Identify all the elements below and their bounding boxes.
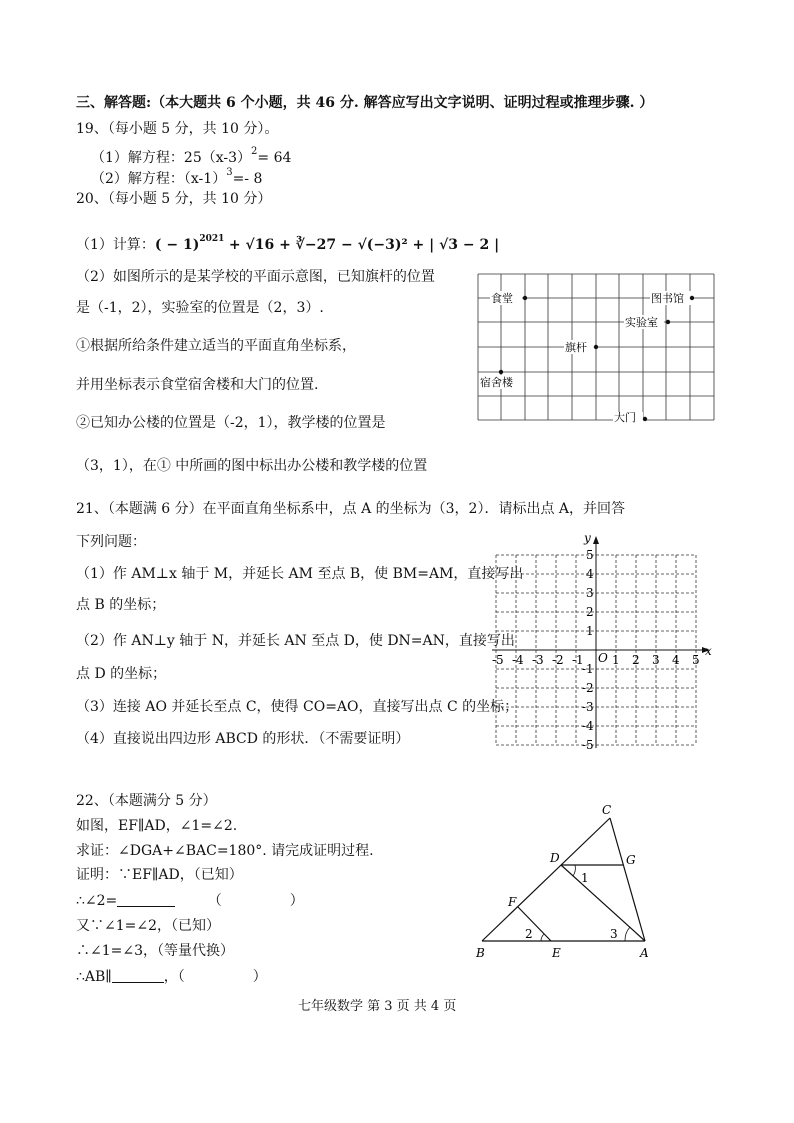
- q22-line4: [76, 892, 304, 910]
- q19-part2-suffix: =- 8: [232, 171, 263, 187]
- vertex-c: C: [602, 803, 612, 817]
- q22-line6: ∴∠1=∠3，（等量代换）: [76, 943, 235, 959]
- q22-line2: 求证：∠DGA+∠BAC=180°. 请完成证明过程.: [76, 843, 374, 859]
- q22-line3: 证明：∵EF∥AD，（已知）: [76, 867, 243, 883]
- q22-line7-c: ）: [252, 969, 267, 985]
- y-tick: 3: [586, 586, 594, 600]
- school-map-figure: [476, 272, 716, 424]
- library-label: 图书馆: [651, 292, 684, 305]
- y-tick: -4: [582, 719, 594, 733]
- vertex-e: E: [552, 946, 561, 960]
- q20-calc-exp: 2021: [199, 234, 225, 244]
- canteen-label: 食堂: [491, 292, 513, 305]
- y-tick: -2: [582, 681, 594, 695]
- origin-label: O: [598, 651, 608, 665]
- q22-line7-b: ，（: [163, 969, 185, 985]
- q20-p2-line1: （2）如图所示的是某学校的平面示意图，已知旗杆的位置: [76, 269, 435, 285]
- q20-p2-line4: 并用坐标表示食堂宿舍楼和大门的位置.: [76, 377, 319, 393]
- x-tick: -4: [512, 653, 524, 667]
- page-footer: 七年级数学 第 3 页 共 4 页: [298, 999, 457, 1014]
- q20-calc: [76, 230, 499, 254]
- x-tick: -2: [552, 653, 564, 667]
- q22-line7: [76, 968, 267, 986]
- vertex-b: B: [476, 946, 485, 960]
- canteen-point: [523, 296, 527, 300]
- q22-line4-a: ∴∠2=: [76, 893, 118, 909]
- angle-3-label: 3: [610, 927, 618, 941]
- q20-p2-line3: ①根据所给条件建立适当的平面直角坐标系，: [76, 338, 356, 354]
- y-tick: 1: [586, 624, 594, 638]
- answer-blank-1[interactable]: [117, 906, 175, 907]
- y-axis-arrow: [593, 536, 599, 544]
- q21-line2: 下列问题：: [76, 534, 146, 550]
- x-axis-label: x: [705, 644, 712, 658]
- q22-line4-c: ）: [289, 893, 304, 909]
- q22-line1: 如图，EF∥AD，∠1=∠2.: [76, 818, 238, 834]
- vertex-d: D: [550, 851, 560, 865]
- angle-labels: [525, 871, 618, 941]
- y-tick: 4: [586, 567, 594, 581]
- angle-2-label: 2: [525, 927, 533, 941]
- y-tick: -3: [582, 700, 594, 714]
- gate-label: 大门: [614, 411, 636, 424]
- q20-calc-base: ( − 1): [154, 237, 200, 253]
- vertex-f: F: [508, 895, 517, 909]
- q20-calc-label: （1）计算：: [76, 237, 155, 253]
- q21-line3: （1）作 AM⊥x 轴于 M，并延长 AM 至点 B，使 BM=AM，直接写出: [76, 566, 524, 582]
- q21-line6: 点 D 的坐标；: [76, 666, 167, 682]
- x-tick: -5: [492, 653, 504, 667]
- q22-title: 22、（本题满分 5 分）: [76, 793, 217, 809]
- gate-point: [643, 417, 647, 421]
- library-point: [690, 296, 694, 300]
- q19-part1-prefix: （1）解方程：25（x-3）: [91, 150, 252, 166]
- q21-line1: 21、（本题满 6 分）在平面直角坐标系中，点 A 的坐标为（3，2）．请标出点 A，并回答: [76, 501, 626, 517]
- x-tick: 1: [612, 653, 620, 667]
- answer-blank-2[interactable]: [112, 982, 164, 983]
- lab-point: [666, 320, 670, 324]
- q20-calc-rest: + √16 + ∛−27 − √(−3)² + | √3 − 2 |: [228, 237, 500, 253]
- angle-1-label: 1: [581, 871, 589, 885]
- x-tick: -3: [532, 653, 544, 667]
- x-tick: 4: [672, 653, 680, 667]
- y-tick: 5: [586, 548, 594, 562]
- q19-part2-prefix: （2）解方程：（x-1）: [91, 171, 227, 187]
- lab-label: 实验室: [625, 316, 658, 329]
- q21-line5: （2）作 AN⊥y 轴于 N，并延长 AN 至点 D，使 DN=AN，直接写出: [76, 633, 515, 649]
- triangle-lines: [482, 818, 645, 941]
- q20-p2-line2: 是（-1，2），实验室的位置是（2，3）.: [76, 300, 324, 316]
- q20-title: 20、（每小题 5 分，共 10 分）: [76, 191, 272, 207]
- vertex-a: A: [640, 946, 649, 960]
- q19-part2: [91, 164, 262, 188]
- dorm-point: [499, 370, 503, 374]
- vertex-labels: [475, 803, 649, 960]
- y-tick: 2: [586, 605, 594, 619]
- y-tick: -5: [582, 738, 594, 752]
- x-tick: -1: [572, 653, 584, 667]
- q19-part1-exp: 2: [251, 146, 258, 157]
- x-tick: 2: [632, 653, 640, 667]
- x-tick: 5: [692, 653, 700, 667]
- q19-title: 19、（每小题 5 分，共 10 分）。: [76, 121, 279, 137]
- dorm-label: 宿舍楼: [480, 376, 513, 389]
- y-tick: -1: [582, 662, 594, 676]
- triangle-figure: [470, 800, 670, 964]
- q19-part1-suffix: = 64: [257, 150, 292, 166]
- q19-part2-exp: 3: [226, 167, 233, 178]
- flagpole-label: 旗杆: [565, 341, 587, 354]
- y-axis-label: y: [584, 531, 591, 545]
- q20-p2-line5: ②已知办公楼的位置是（-2，1），教学楼的位置是: [76, 415, 386, 431]
- flagpole-point: [594, 345, 598, 349]
- q20-p2-line6: （3，1），在① 中所画的图中标出办公楼和教学楼的位置: [76, 458, 428, 474]
- vertex-g: G: [626, 853, 636, 867]
- q22-line7-a: ∴AB∥: [76, 969, 112, 985]
- q21-line7: （3）连接 AO 并延长至点 C，使得 CO=AO，直接写出点 C 的坐标；: [76, 699, 519, 715]
- section-heading: 三、解答题:（本大题共 6 个小题，共 46 分. 解答应写出文字说明、证明过程或推理步骤. ）: [76, 95, 654, 111]
- q21-line4: 点 B 的坐标；: [76, 597, 166, 613]
- x-tick: 3: [652, 653, 660, 667]
- q22-line4-b: （: [207, 893, 222, 909]
- q21-line8: （4）直接说出四边形 ABCD 的形状．（不需要证明）: [76, 731, 410, 747]
- coordinate-grid-figure: [488, 530, 720, 752]
- q22-line5: 又∵∠1=∠2，（已知）: [76, 918, 221, 934]
